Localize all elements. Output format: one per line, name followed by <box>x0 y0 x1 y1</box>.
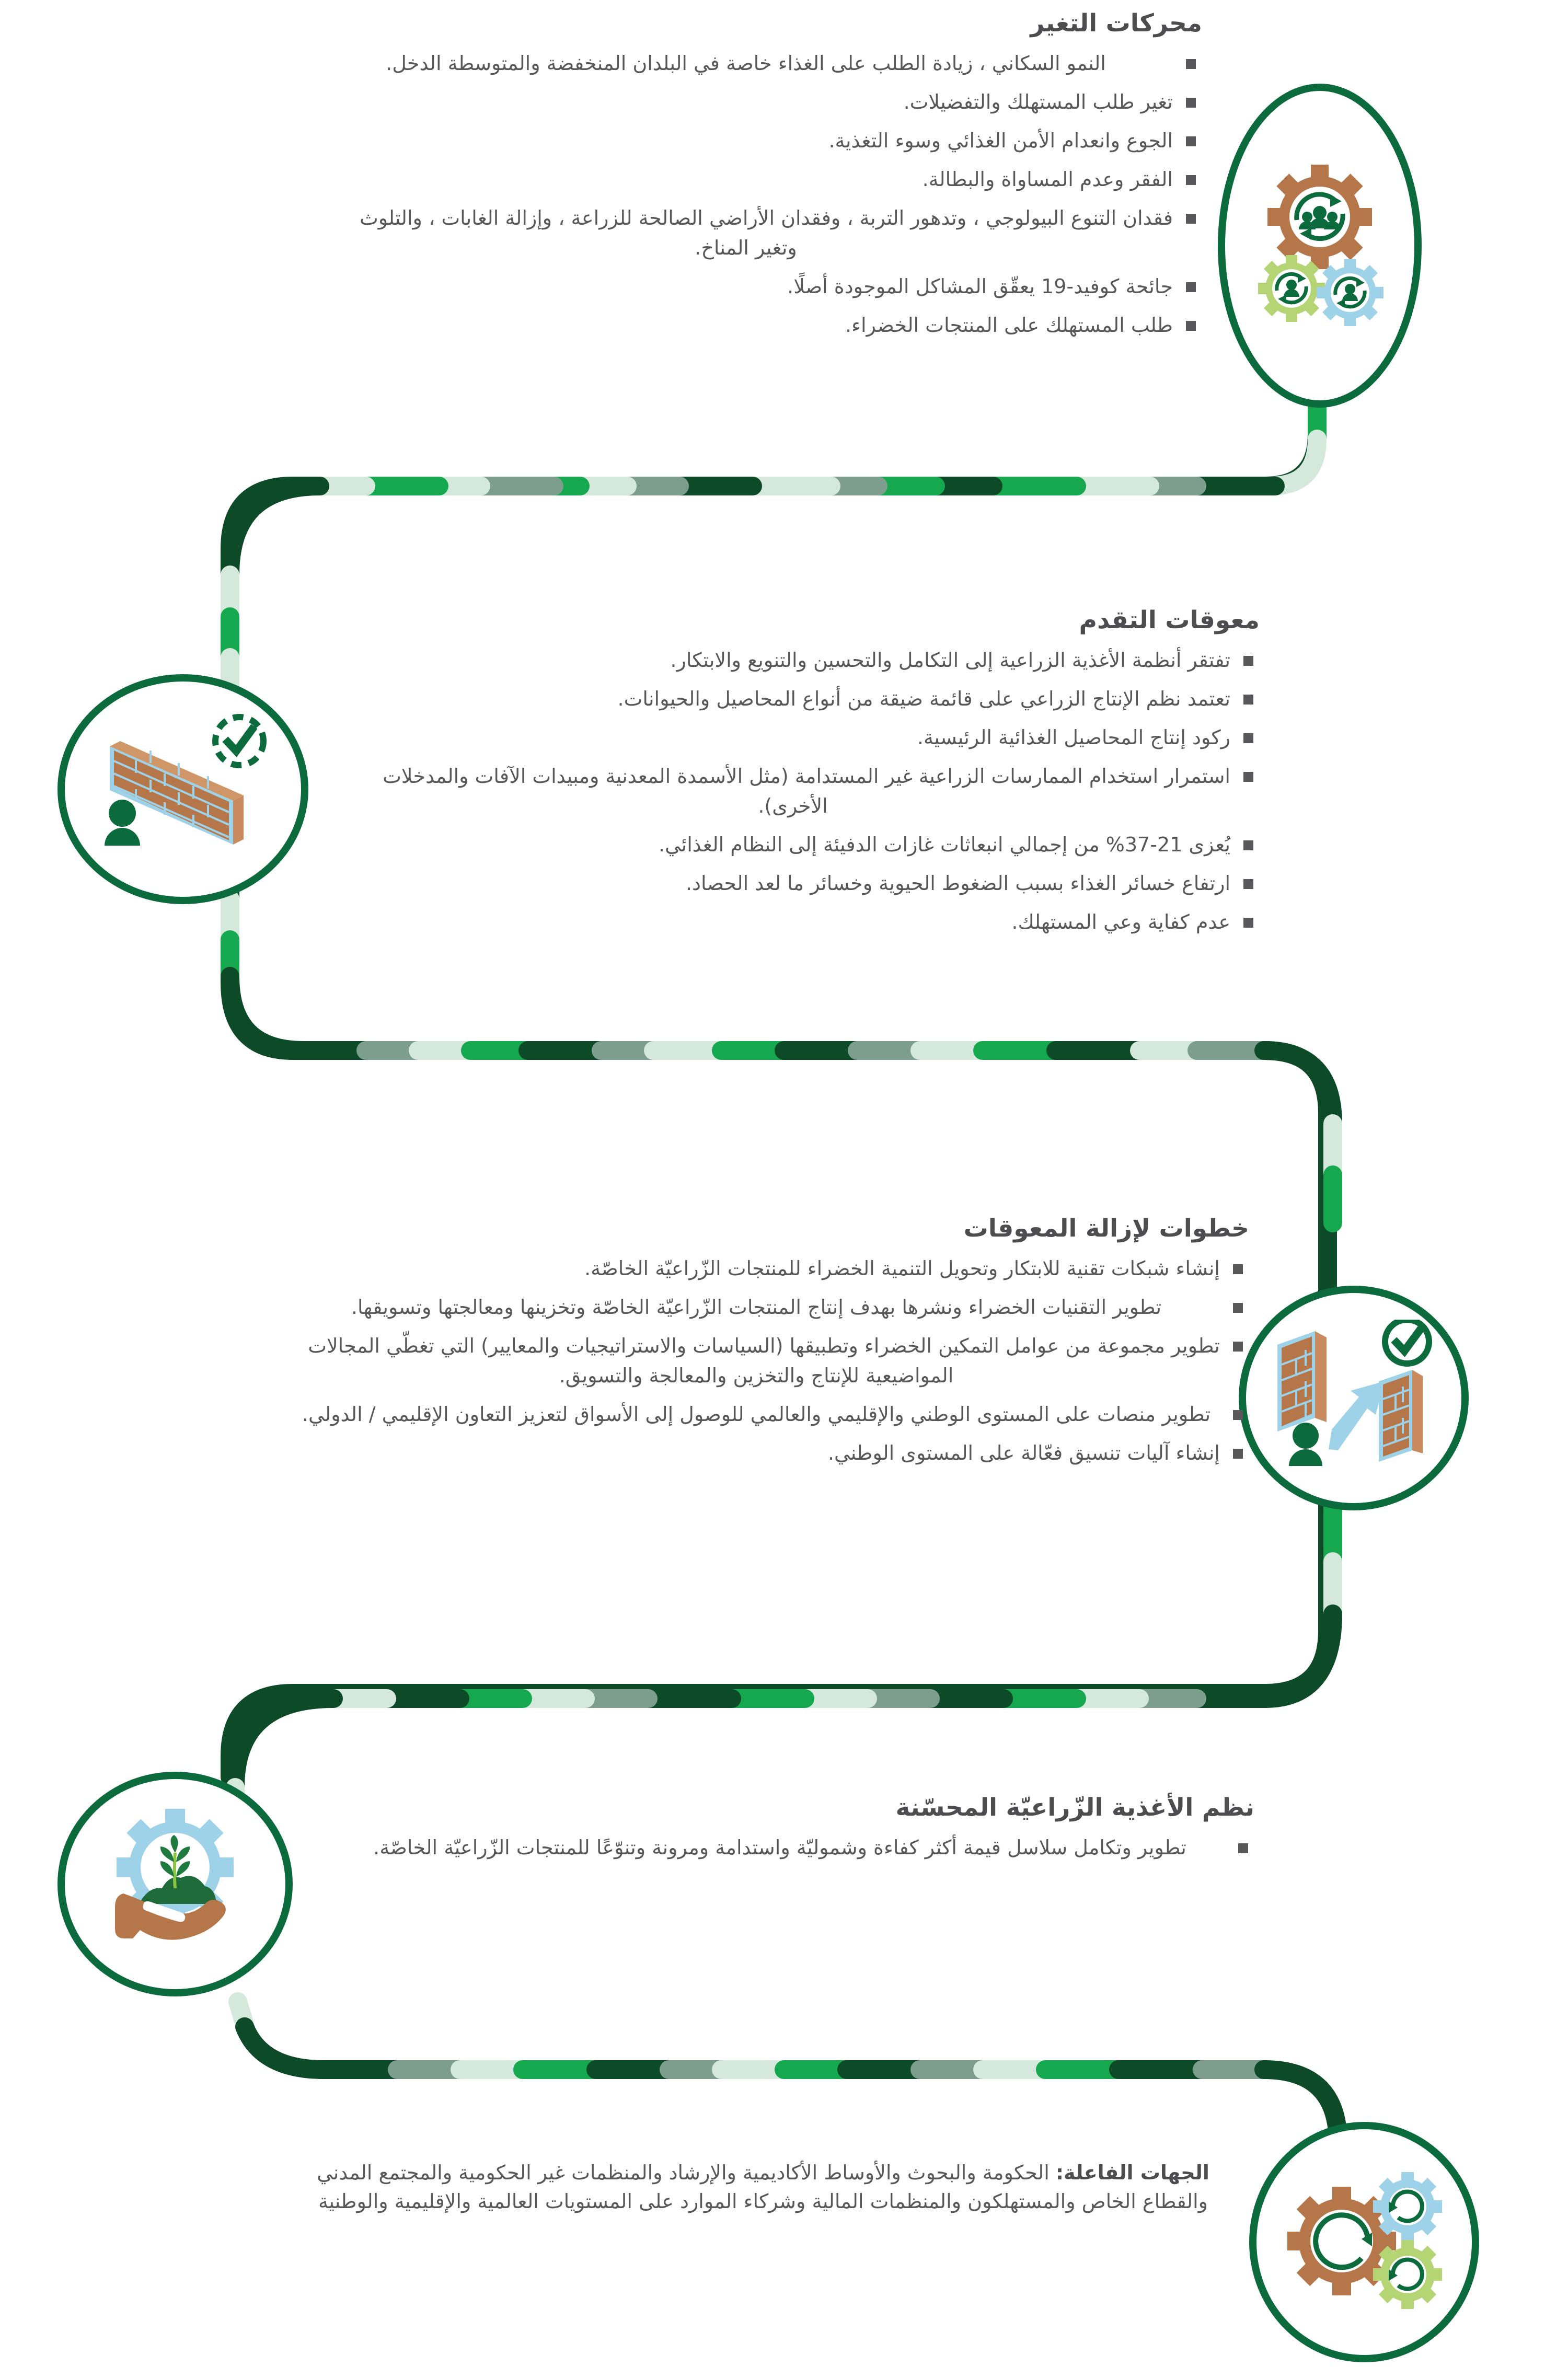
actors-label: الجهات الفاعلة: <box>1055 2161 1209 2184</box>
list-item: فقدان التنوع البيولوجي ، وتدهور التربة ، وفقدان الأراضي الصالحة للزراعة ، وإزالة الغابات ، والتلوث وتغير المناخ. <box>319 203 1202 263</box>
actors-block <box>293 2158 1233 2216</box>
list-item: النمو السكاني ، زيادة الطلب على الغذاء خاصة في البلدان المنخفضة والمتوسطة الدخل. <box>319 49 1202 78</box>
list-item: استمرار استخدام الممارسات الزراعية غير المستدامة (مثل الأسمدة المعدنية ومبيدات الآفات والمدخلات الأخرى). <box>355 761 1260 821</box>
bullet-square-icon <box>1243 733 1253 743</box>
list-item: الفقر وعدم المساواة والبطالة. <box>319 165 1202 194</box>
three-gears-icon <box>1278 2164 1450 2320</box>
list-item: إنشاء شبكات تقنية للابتكار وتحويل التنمية الخضراء للمنتجات الزّراعيّة الخاصّة. <box>293 1254 1249 1284</box>
list-item: إنشاء آليات تنسيق فعّالة على المستوى الوطني. <box>293 1438 1249 1468</box>
list-item: تطوير وتكامل سلاسل قيمة أكثر كفاءة وشموليّة واستدامة ومرونة وتنوّعًا للمنتجات الزّراعيّة الخاصّة. <box>335 1833 1254 1863</box>
bullet-square-icon <box>1243 840 1253 850</box>
bullet-square-icon <box>1186 282 1196 292</box>
section-drivers-list <box>319 49 1202 340</box>
list-item: الجوع وانعدام الأمن الغذائي وسوء التغذية. <box>319 126 1202 156</box>
bullet-square-icon <box>1186 98 1196 108</box>
section-improved-systems <box>335 1793 1254 1863</box>
section-obstacles-title: معوقات التقدم <box>1079 606 1260 634</box>
list-item: تطوير مجموعة من عوامل التمكين الخضراء وتطبيقها (السياسات والاستراتيجيات والمعايير) التي تغطّي المجالات المواضيعية للإنتاج والتخزين والمعالجة والتسويق. <box>293 1331 1249 1391</box>
bullet-square-icon <box>1243 772 1253 782</box>
bullet-square-icon <box>1233 1342 1243 1352</box>
three-gears-people-icon <box>1241 162 1398 329</box>
list-item: عدم كفاية وعي المستهلك. <box>355 907 1260 937</box>
bullet-square-icon <box>1186 136 1196 146</box>
bullet-square-icon <box>1233 1264 1243 1274</box>
bullet-square-icon <box>1186 175 1196 185</box>
list-item: ركود إنتاج المحاصيل الغذائية الرئيسية. <box>355 723 1260 753</box>
brick-wall-check-icon <box>89 711 277 868</box>
section-drivers-title: محركات التغير <box>1030 9 1202 38</box>
bullet-square-icon <box>1238 1843 1248 1853</box>
section-steps-list <box>293 1254 1249 1468</box>
section-drivers <box>319 8 1202 340</box>
bullet-square-icon <box>1243 879 1253 889</box>
bullet-square-icon <box>1243 918 1253 928</box>
wall-breakthrough-arrow-icon <box>1265 1320 1443 1476</box>
bullet-square-icon <box>1243 695 1253 705</box>
section-steps-title: خطوات لإزالة المعوقات <box>963 1214 1249 1243</box>
node-actors-icon <box>1249 2122 1479 2362</box>
list-item: تطوير التقنيات الخضراء ونشرها بهدف إنتاج المنتجات الزّراعيّة الخاصّة وتخزينها ومعالجتها وتسويقها. <box>293 1292 1249 1322</box>
section-improved-systems-title: نظم الأغذية الزّراعيّة المحسّنة <box>895 1793 1254 1822</box>
hand-plant-gear-icon <box>89 1806 261 1962</box>
node-steps-icon <box>1239 1286 1469 1510</box>
list-item: يُعزى 21-37% من إجمالي انبعاثات غازات الدفيئة إلى النظام الغذائي. <box>355 830 1260 860</box>
bullet-square-icon <box>1186 59 1196 69</box>
list-item: تطوير منصات على المستوى الوطني والإقليمي والعالمي للوصول إلى الأسواق لتعزيز التعاون الإقليمي / الدولي. <box>293 1400 1249 1429</box>
node-drivers-icon <box>1218 84 1422 408</box>
bullet-square-icon <box>1233 1303 1243 1313</box>
list-item: تغير طلب المستهلك والتفضيلات. <box>319 87 1202 117</box>
section-improved-systems-list <box>335 1833 1254 1863</box>
list-item: طلب المستهلك على المنتجات الخضراء. <box>319 310 1202 340</box>
node-improved-systems-icon <box>57 1772 293 1996</box>
list-item: ارتفاع خسائر الغذاء بسبب الضغوط الحيوية وخسائر ما لعد الحصاد. <box>355 869 1260 898</box>
list-item: تفتقر أنظمة الأغذية الزراعية إلى التكامل والتحسين والتنويع والابتكار. <box>355 645 1260 675</box>
section-obstacles-list <box>355 645 1260 937</box>
bullet-square-icon <box>1186 214 1196 224</box>
section-steps <box>293 1214 1249 1468</box>
actors-text: الحكومة والبحوث والأوساط الأكاديمية والإرشاد والمنظمات غير الحكومية والمجتمع المدني والقطاع الخاص والمستهلكون والمنظمات المالية وشركاء الموارد على المستويات العالمية والإقليمية والوطنية <box>317 2161 1208 2213</box>
bullet-square-icon <box>1243 656 1253 666</box>
list-item: تعتمد نظم الإنتاج الزراعي على قائمة ضيقة من أنواع المحاصيل والحيوانات. <box>355 684 1260 714</box>
bullet-square-icon <box>1186 321 1196 331</box>
node-obstacles-icon <box>57 674 308 904</box>
list-item: جائحة كوفيد-19 يعقّق المشاكل الموجودة أصلًا. <box>319 272 1202 302</box>
bullet-square-icon <box>1233 1410 1243 1420</box>
bullet-square-icon <box>1233 1449 1243 1459</box>
section-obstacles <box>355 605 1260 937</box>
